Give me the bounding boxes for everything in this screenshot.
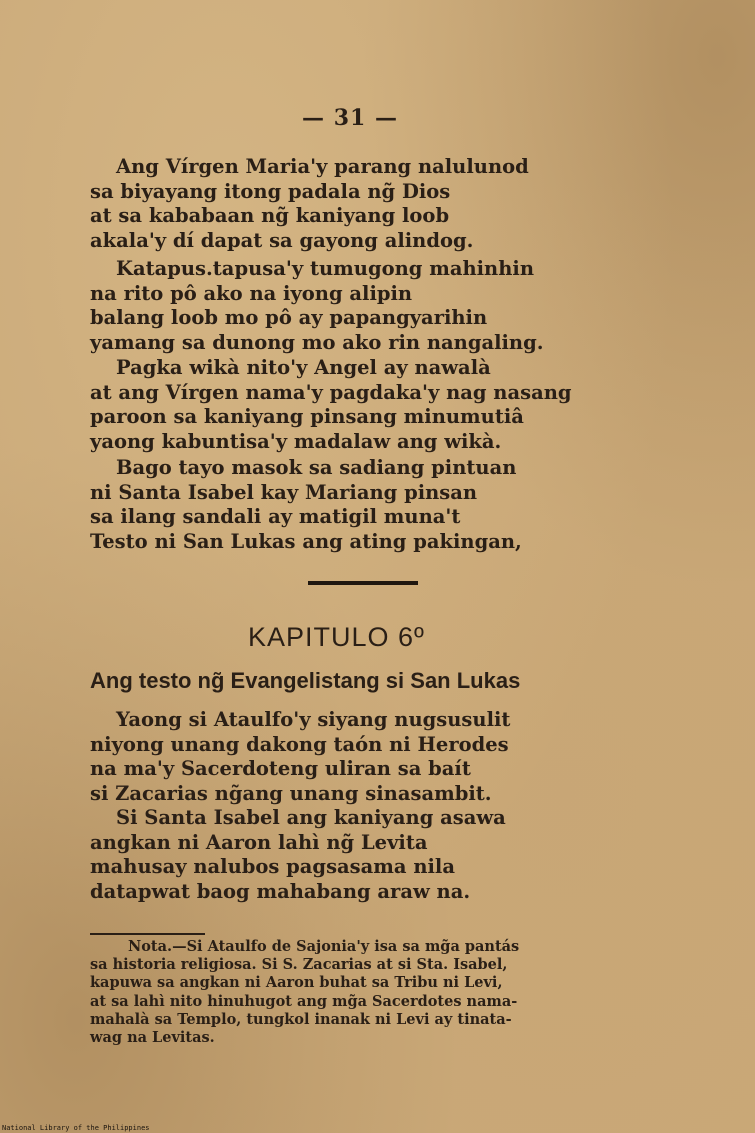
verse-line: at sa kababaan ng̃ kaniyang loob <box>90 204 450 227</box>
verse-line: sa ilang sandali ay matigil muna't <box>90 505 461 528</box>
verse-line: niyong unang dakong taón ni Herodes <box>90 732 509 756</box>
verse-line: si Zacarias ng̃ang unang sinasambit. <box>90 781 492 805</box>
verse-line: na rito pô ako na iyong alipin <box>90 281 413 305</box>
verse-line: angkan ni Aaron lahì ng̃ Levita <box>90 830 428 854</box>
footnote-line: at sa lahì nito hinuhugot ang mg̃a Sacerdotes nama- <box>90 992 518 1010</box>
verse-line: Si Santa Isabel ang kaniyang asawa <box>116 806 506 829</box>
footnote <box>90 938 620 1047</box>
verse-line: sa biyayang itong padala ng̃ Dios <box>90 179 451 203</box>
footnote-line: Nota.—Si Ataulfo de Sajonia'y isa sa mg̃a pantás <box>128 938 520 955</box>
section-divider <box>308 581 418 585</box>
verse-line: akala'y dí dapat sa gayong alindog. <box>90 228 474 252</box>
verse-line: at ang Vírgen nama'y pagdaka'y nag nasang <box>90 380 572 404</box>
stanza-2 <box>90 257 544 355</box>
stanza-1 <box>90 155 529 253</box>
verse-line: yaong kabuntisa'y madalaw ang wikà. <box>90 429 502 453</box>
verse-line: paroon sa kaniyang pinsang minumutiâ <box>90 405 524 428</box>
verse-line: mahusay nalubos pagsasama nila <box>90 855 455 878</box>
page-number: — 31 — <box>302 105 398 131</box>
chapter-stanza-2 <box>90 806 506 904</box>
verse-line: yamang sa dunong mo ako rin nangaling. <box>90 330 544 354</box>
chapter-title: KAPITULO 6º <box>248 622 425 652</box>
chapter-stanza-1 <box>90 708 510 806</box>
footnote-line: mahalà sa Templo, tungkol inanak ni Levi ay tinata- <box>90 1010 512 1028</box>
footnote-line: sa historia religiosa. Si S. Zacarias at si Sta. Isabel, <box>90 956 508 974</box>
verse-line: Ang Vírgen Maria'y parang nalulunod <box>116 155 529 178</box>
verse-line: Pagka wikà nito'y Angel ay nawalà <box>116 356 491 379</box>
stanza-4 <box>90 456 522 554</box>
verse-line: Katapus.tapusa'y tumugong mahinhin <box>116 257 534 280</box>
library-credit: National Library of the Philippines <box>2 1124 150 1132</box>
stanza-3 <box>90 356 572 454</box>
verse-line: Yaong si Ataulfo'y siyang nugsusulit <box>116 708 511 731</box>
verse-line: balang loob mo pô ay papangyarihin <box>90 306 488 329</box>
verse-line: Testo ni San Lukas ang ating pakingan, <box>90 529 522 553</box>
footnote-divider <box>90 933 205 935</box>
footnote-line: kapuwa sa angkan ni Aaron buhat sa Tribu ni Levi, <box>90 974 503 992</box>
footnote-line: wag na Levitas. <box>90 1029 215 1047</box>
verse-line: na ma'y Sacerdoteng uliran sa baít <box>90 757 471 780</box>
verse-line: Bago tayo masok sa sadiang pintuan <box>116 456 517 479</box>
verse-line: ni Santa Isabel kay Mariang pinsan <box>90 480 478 504</box>
chapter-subtitle: Ang testo ng̃ Evangelistang si San Lukas <box>90 668 521 693</box>
verse-line: datapwat baog mahabang araw na. <box>90 879 471 903</box>
